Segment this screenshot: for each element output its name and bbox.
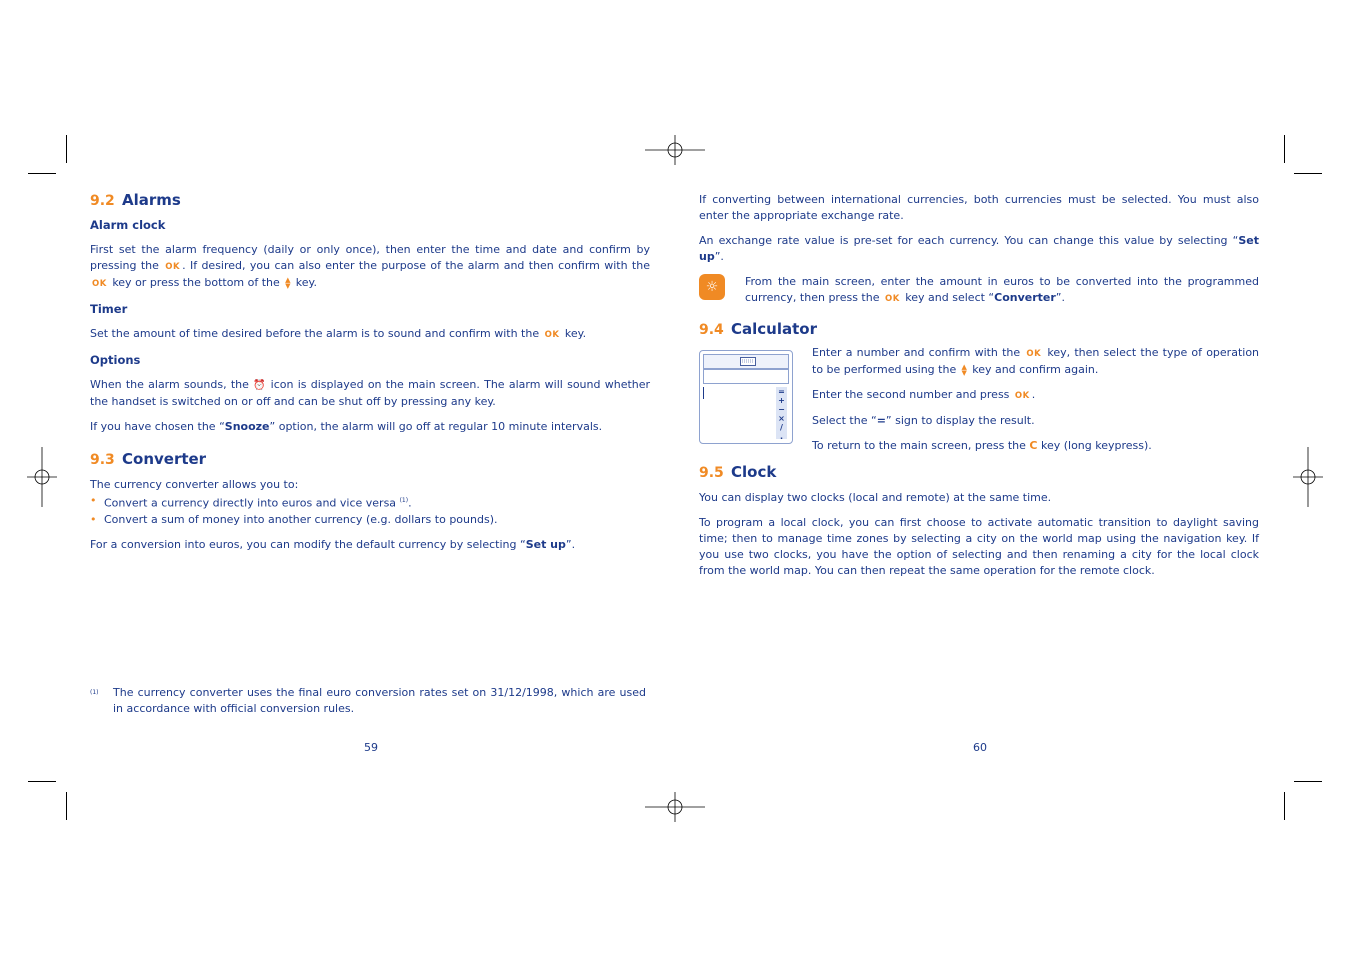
operator-item: −	[778, 405, 785, 414]
text-cursor	[703, 387, 704, 399]
tip-lightbulb-icon: ☼	[699, 274, 725, 300]
crop-mark	[1284, 135, 1285, 163]
clock-paragraph: You can display two clocks (local and remote) at the same time.	[699, 491, 1052, 504]
crop-mark	[1284, 792, 1285, 820]
footnote-mark: (1)	[90, 689, 99, 696]
converter-intro: The currency converter allows you to:	[90, 478, 299, 491]
registration-mark-icon	[645, 792, 705, 822]
exchange-rate-paragraph: An exchange rate value is pre-set for each currency. You can change this value by selecting “Set up”.	[699, 234, 1259, 263]
tip-text: From the main screen, enter the amount in euros to be converted into the programmed currency, then press the OK key and select “Converter”.	[745, 275, 1259, 304]
clock-paragraph: To program a local clock, you can first choose to activate automatic transition to daylight saving time; then to manage time zones by selecting a city on the world map using the navigation key. If you use two clocks, you have the option of selecting and then renaming a city for the local clock from the world map. You can then repeat the same operation for the remote clock.	[699, 516, 1259, 577]
crop-mark	[28, 781, 56, 782]
subheading-options: Options	[90, 353, 141, 367]
section-heading-alarms	[90, 192, 650, 209]
section-number: 9.5	[699, 465, 724, 481]
calc-step: Select the “=” sign to display the result.	[812, 414, 1035, 427]
operator-item: +	[778, 396, 785, 405]
crop-mark	[66, 792, 67, 820]
keyboard-icon	[740, 357, 756, 366]
registration-mark-icon	[27, 447, 57, 507]
ok-key-icon: OK	[1026, 349, 1042, 359]
section-title: Converter	[122, 450, 207, 468]
left-page	[90, 192, 650, 553]
calc-step: To return to the main screen, press the C key (long keypress).	[812, 439, 1152, 452]
calculator-display	[703, 369, 789, 384]
section-title: Clock	[731, 463, 777, 481]
footnote	[90, 685, 646, 717]
section-heading-calculator	[699, 321, 1259, 338]
footnote-text: The currency converter uses the final euro conversion rates set on 31/12/1998, which are used in accordance with official conversion rules.	[113, 686, 646, 715]
crop-mark	[1294, 781, 1322, 782]
clear-key-icon: C	[1029, 439, 1038, 452]
section-number: 9.4	[699, 322, 724, 338]
navigation-key-icon: ▲ ▼	[961, 363, 967, 377]
crop-mark	[66, 135, 67, 163]
section-heading-converter	[90, 451, 650, 468]
list-item: • Convert a currency directly into euros and vice versa $^{(1)}$.	[90, 494, 412, 510]
section-number: 9.3	[90, 452, 115, 468]
converter-list	[90, 493, 650, 528]
operator-item: ×	[778, 414, 785, 423]
section-title: Alarms	[122, 191, 181, 209]
operator-item: /	[780, 423, 783, 432]
section-title: Calculator	[731, 320, 817, 338]
alarm-clock-paragraph: First set the alarm frequency (daily or only once), then enter the time and date and confirm by pressing the OK . If desired, you can also enter the purpose of the alarm and then confirm with the OK key or press the bottom of the ▲ ▼ key.	[90, 243, 650, 290]
calculator-block	[699, 346, 1260, 454]
ok-key-icon: OK	[92, 279, 107, 289]
calc-step: Enter the second number and press OK .	[812, 388, 1036, 401]
timer-paragraph: Set the amount of time desired before the alarm is to sound and confirm with the OK key.	[90, 327, 587, 340]
calc-step: Enter a number and confirm with the OK key, then select the type of operation to be performed using the ▲ ▼ key and confirm again.	[812, 346, 1260, 377]
page-number-left: 59	[364, 741, 378, 754]
calculator-title-bar	[703, 354, 789, 369]
ok-key-icon: OK	[1014, 391, 1030, 401]
calculator-instructions	[812, 345, 1259, 454]
navigation-key-icon: ▲ ▼	[285, 276, 291, 290]
subheading-timer: Timer	[90, 302, 128, 316]
footnote-ref: (1)	[399, 497, 409, 504]
section-number: 9.2	[90, 193, 115, 209]
subheading-alarm-clock: Alarm clock	[90, 218, 166, 232]
operator-list	[776, 387, 787, 439]
converter-setup-paragraph: For a conversion into euros, you can modify the default currency by selecting “Set up”.	[90, 537, 576, 551]
list-item: • Convert a sum of money into another currency (e.g. dollars to pounds).	[90, 512, 498, 526]
tip-block	[699, 274, 1259, 307]
snooze-paragraph: If you have chosen the “Snooze” option, the alarm will go off at regular 10 minute intervals.	[90, 420, 603, 433]
page-number-right: 60	[973, 741, 987, 754]
ok-key-icon: OK	[884, 294, 900, 304]
ok-key-icon: OK	[165, 262, 181, 272]
crop-mark	[28, 173, 56, 174]
operator-item: =	[778, 387, 785, 396]
exchange-paragraph: If converting between international currencies, both currencies must be selected. You must also enter the appropriate exchange rate.	[699, 193, 1259, 222]
registration-mark-icon	[1293, 447, 1323, 507]
right-page	[699, 192, 1259, 579]
options-paragraph: When the alarm sounds, the ⏰ icon is displayed on the main screen. The alarm will sound whether the handset is switched on or off and can be shut off by pressing any key.	[90, 378, 651, 408]
alarm-icon: ⏰	[253, 380, 267, 391]
operator-item: .	[779, 432, 784, 441]
section-heading-clock	[699, 464, 1259, 481]
calculator-screen-illustration	[699, 350, 793, 444]
registration-mark-icon	[645, 135, 705, 165]
ok-key-icon: OK	[544, 330, 560, 340]
crop-mark	[1294, 173, 1322, 174]
